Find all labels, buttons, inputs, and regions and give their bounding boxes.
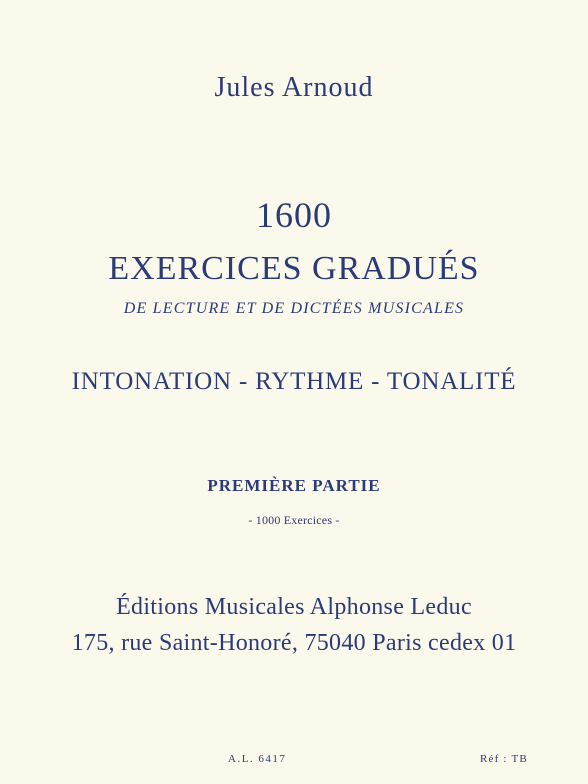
part-exercises-count: - 1000 Exercices - [248,513,340,527]
reference-code: Réf : TB [480,753,528,765]
subtitle: DE LECTURE ET DE DICTÉES MUSICALES [123,300,465,317]
publisher-name: Éditions Musicales Alphonse Leduc [116,594,472,620]
part-label: PREMIÈRE PARTIE [207,476,381,495]
author-name: Jules Arnoud [214,72,374,103]
exercise-count: 1600 [256,195,332,235]
main-title: EXERCICES GRADUÉS [108,250,480,287]
topics-line: INTONATION - RYTHME - TONALITÉ [71,368,517,395]
plate-number: A.L. 6417 [228,753,287,765]
publisher-address: 175, rue Saint-Honoré, 75040 Paris cedex 01 [71,630,517,656]
